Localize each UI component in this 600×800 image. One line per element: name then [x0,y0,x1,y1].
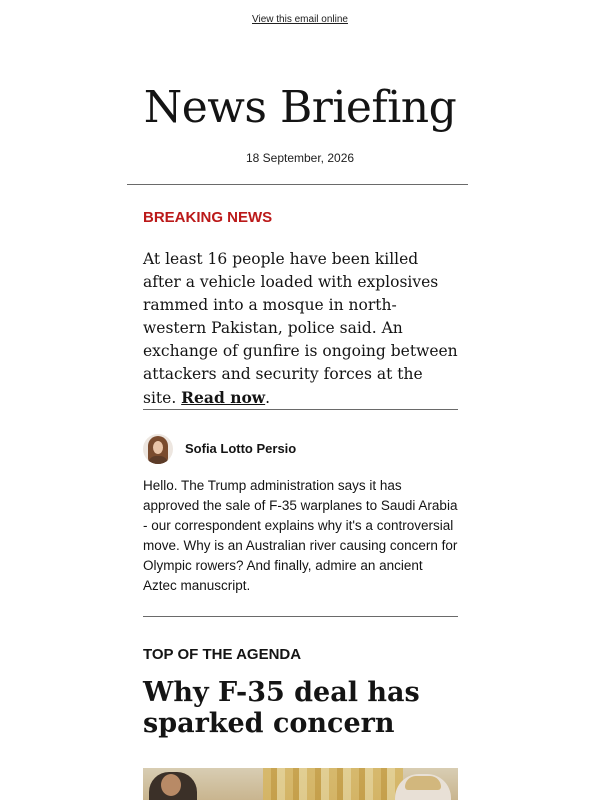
avatar-face [153,441,163,454]
intro-paragraph: Hello. The Trump administration says it has approved the sale of F-35 warplanes to Saudi Arabia - our correspondent explains why it's a controversial move. Why is an Australian river causing concern for Olympic rowers? And finally, admire an ancient Aztec manuscript. [143,478,458,593]
hero-left-face [161,774,181,796]
header-divider [127,184,468,185]
intro-divider [143,616,458,617]
story-headline[interactable]: Why F-35 deal has sparked concern [143,677,420,739]
author-name: Sofia Lotto Persio [185,441,297,456]
newsletter-title: News Briefing [143,82,457,133]
issue-date: 18 September, 2026 [245,151,355,165]
view-online-link[interactable]: View this email online [252,14,348,25]
story-hero-image[interactable] [143,768,458,800]
breaking-news-text: At least 16 people have been killed after a vehicle loaded with explosives rammed into a mosque in north-western Pakistan, police said. An exchange of gunfire is ongoing between attackers and security forces at the site. [143,250,458,407]
breaking-news-label: BREAKING NEWS [143,209,273,226]
section-label: TOP OF THE AGENDA [143,646,302,663]
breaking-news-body [143,248,458,410]
author-byline [143,433,296,464]
author-avatar [143,434,173,464]
breaking-divider [143,409,458,410]
hero-right-hair [405,776,441,790]
read-now-link[interactable]: Read now [181,388,266,407]
breaking-news-trailing: . [265,389,271,407]
hero-gold-backdrop [263,768,403,800]
